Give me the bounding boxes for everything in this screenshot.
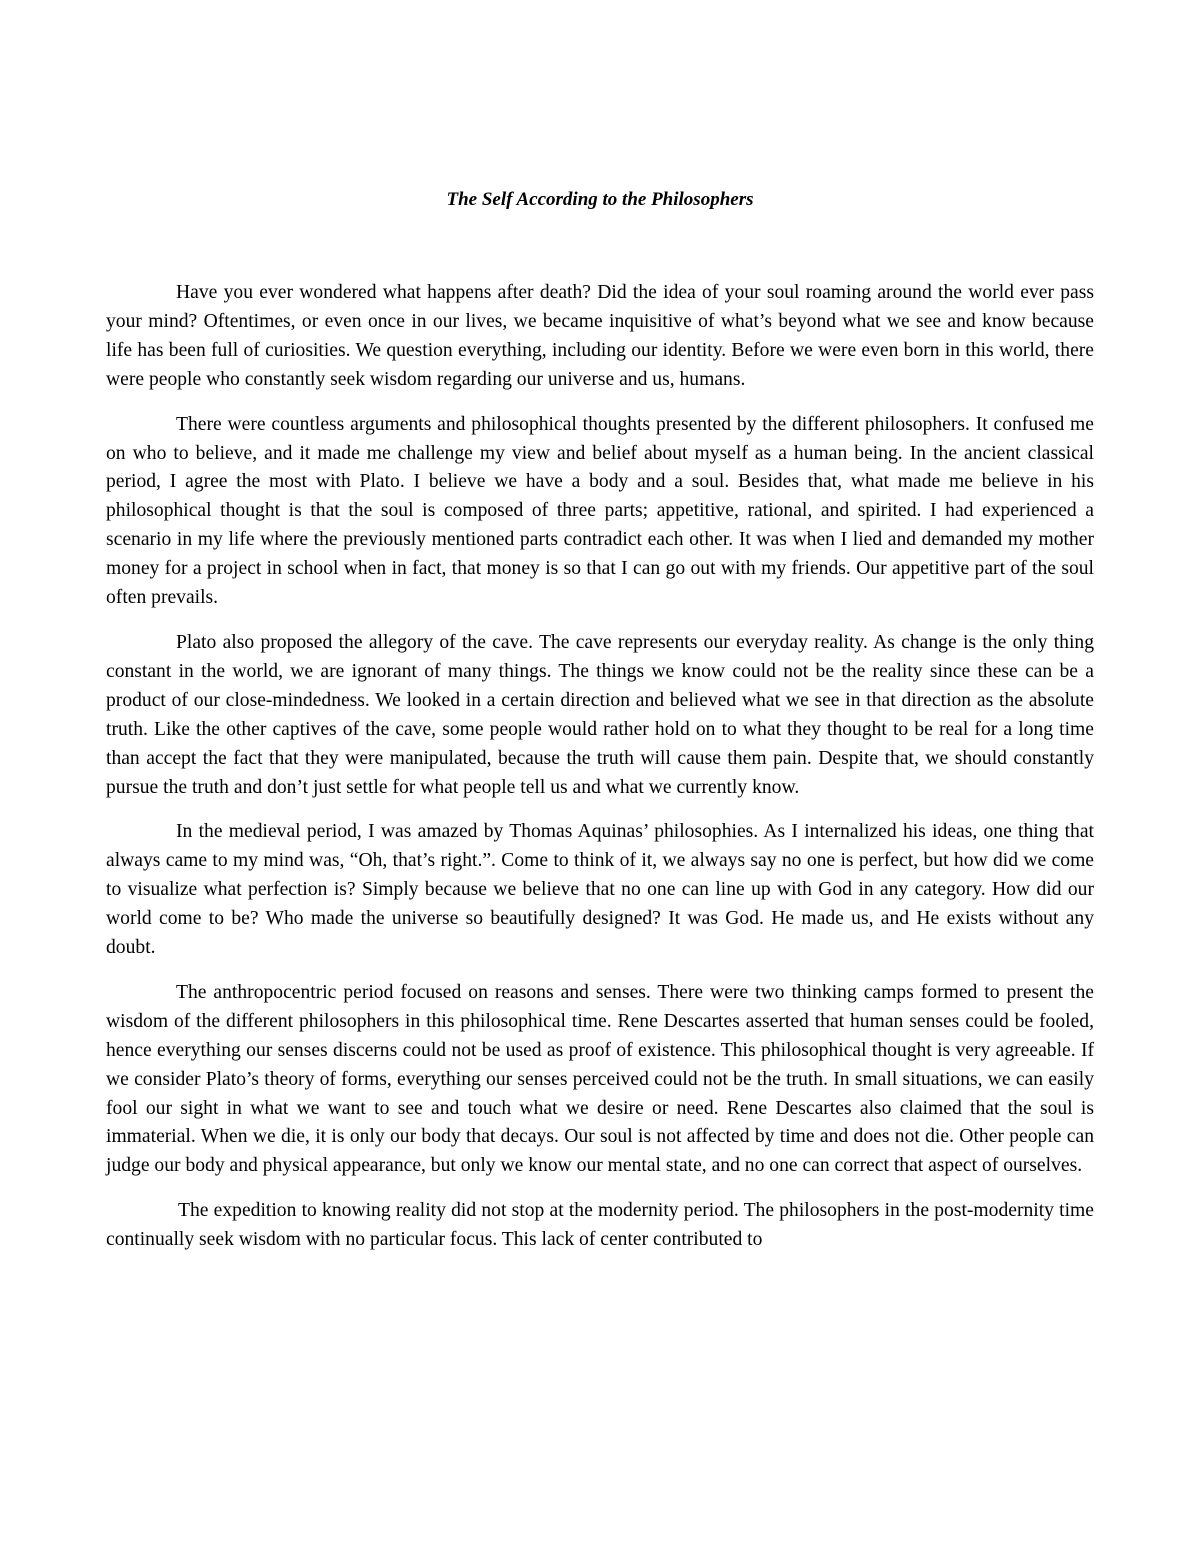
- paragraph-1: Have you ever wondered what happens after death? Did the idea of your soul roaming around the world ever pass your mind? Oftentimes, or even once in our lives, we became inquisitive of what’s beyond what we see and know because life has been full of curiosities. We question everything, including our identity. Before we were even born in this world, there were people who constantly seek wisdom regarding our universe and us, humans.: [106, 282, 1094, 390]
- paragraph-4: In the medieval period, I was amazed by Thomas Aquinas’ philosophies. As I internalized his ideas, one thing that always came to my mind was, “Oh, that’s right.”. Come to think of it, we always say no one is perfect, but how did we come to visualize what perfection is? Simply because we believe that no one can line up with God in any category. How did our world come to be? Who made the universe so beautifully designed? It was God. He made us, and He exists without any doubt.: [106, 821, 1094, 959]
- paragraph-6: The expedition to knowing reality did not stop at the modernity period. The philosophers in the post-modernity time continually seek wisdom with no particular focus. This lack of center contributed to: [106, 1200, 1094, 1251]
- paragraph-5: The anthropocentric period focused on reasons and senses. There were two thinking camps formed to present the wisdom of the different philosophers in this philosophical time. Rene Descartes asserted that human senses could be fooled, hence everything our senses discerns could not be used as proof of existence. This philosophical thought is very agreeable. If we consider Plato’s theory of forms, everything our senses perceived could not be the truth. In small situations, we can easily fool our sight in what we want to see and touch what we desire or need. Rene Descartes also claimed that the soul is immaterial. When we die, it is only our body that decays. Our soul is not affected by time and does not die. Other people can judge our body and physical appearance, but only we know our mental state, and no one can correct that aspect of ourselves.: [106, 981, 1094, 1177]
- paragraph-2: There were countless arguments and philosophical thoughts presented by the different philosophers. It confused me on who to believe, and it made me challenge my view and belief about myself as a human being. In the ancient classical period, I agree the most with Plato. I believe we have a body and a soul. Besides that, what made me believe in his philosophical thought is that the soul is composed of three parts; appetitive, rational, and spirited. I had experienced a scenario in my life where the previously mentioned parts contradict each other. It was when I lied and demanded my mother money for a project in school when in fact, that money is so that I can go out with my friends. Our appetitive part of the soul often prevails.: [106, 413, 1094, 609]
- document-title: The Self According to the Philosophers: [446, 189, 754, 210]
- document-body: [106, 279, 1094, 1271]
- paragraph-3: Plato also proposed the allegory of the cave. The cave represents our everyday reality. As change is the only thing constant in the world, we are ignorant of many things. The things we know could not be the reality since these can be a product of our close-mindedness. We looked in a certain direction and believed what we see in that direction as the absolute truth. Like the other captives of the cave, some people would rather hold on to what they thought to be real for a long time than accept the fact that they were manipulated, because the truth will cause them pain. Despite that, we should constantly pursue the truth and don’t just settle for what people tell us and what we currently know.: [106, 631, 1094, 798]
